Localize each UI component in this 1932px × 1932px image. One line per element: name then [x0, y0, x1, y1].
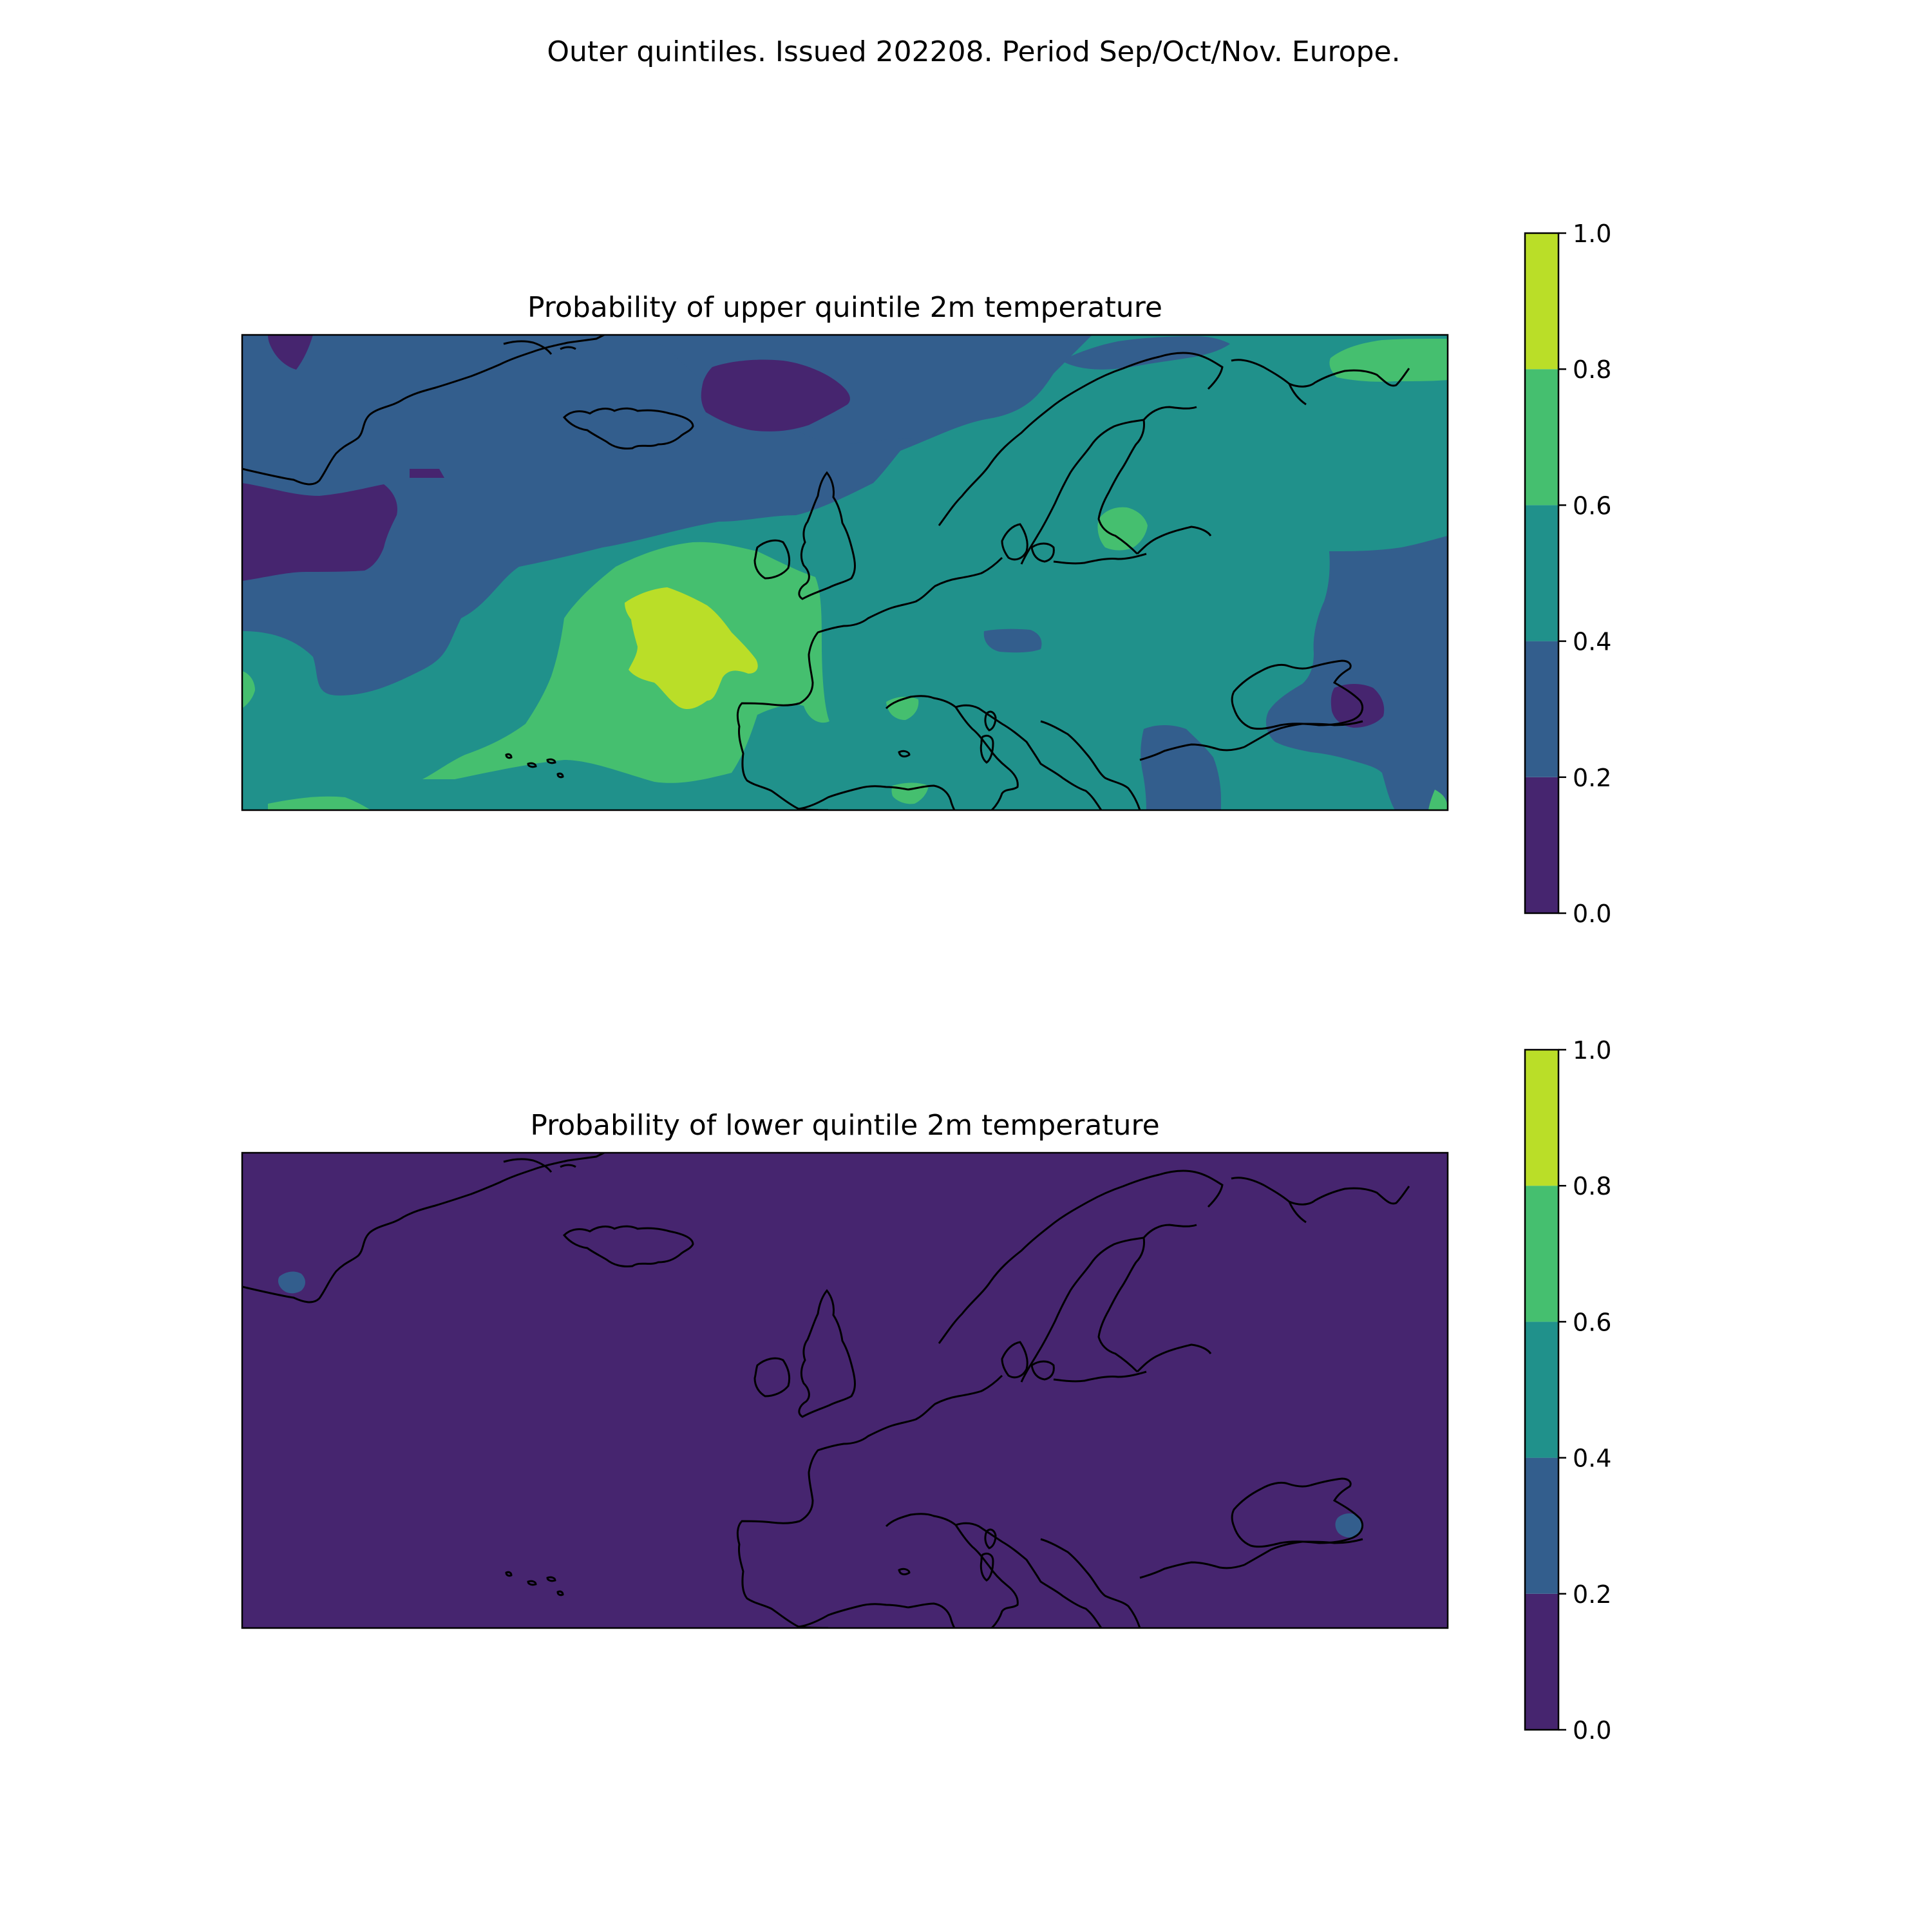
colorbar-upper-band-0 [1525, 777, 1558, 913]
colorbar-lower-band-3 [1525, 1186, 1558, 1321]
colorbar-lower-band-1 [1525, 1458, 1558, 1594]
colorbar-lower-tick-label-0: 0.0 [1573, 1716, 1612, 1745]
colorbar-lower [1525, 1036, 1611, 1745]
colorbar-upper-tick-label-5: 1.0 [1573, 220, 1612, 248]
colorbar-upper-tick-label-1: 0.2 [1573, 763, 1612, 792]
colorbar-upper-tick-label-4: 0.8 [1573, 355, 1612, 384]
colorbar-upper-tick-label-0: 0.0 [1573, 900, 1612, 928]
map-upper-quintile [242, 220, 1611, 928]
figure-suptitle: Outer quintiles. Issued 202208. Period Sep/Oct/Nov. Europe. [547, 35, 1401, 68]
colorbar-upper-band-4 [1525, 233, 1558, 369]
colorbar-upper-tick-label-3: 0.6 [1573, 491, 1612, 520]
map-upper-region-labrador-speck [410, 469, 444, 478]
colorbar-upper-band-3 [1525, 369, 1558, 505]
colorbar-upper-tick-label-2: 0.4 [1573, 627, 1612, 656]
colorbar-lower-tick-label-4: 0.8 [1573, 1172, 1612, 1201]
map-lower-quintile [242, 1036, 1611, 1745]
colorbar-lower-band-0 [1525, 1594, 1558, 1730]
colorbar-lower-tick-label-1: 0.2 [1573, 1580, 1612, 1609]
colorbar-upper [1525, 220, 1611, 928]
colorbar-lower-band-4 [1525, 1050, 1558, 1186]
colorbar-upper-band-1 [1525, 641, 1558, 777]
colorbar-lower-tick-label-2: 0.4 [1573, 1444, 1612, 1473]
colorbar-lower-tick-label-5: 1.0 [1573, 1036, 1612, 1065]
colorbar-lower-tick-label-3: 0.6 [1573, 1308, 1612, 1337]
colorbar-lower-band-2 [1525, 1321, 1558, 1457]
map-lower-title: Probability of lower quintile 2m temperature [530, 1109, 1160, 1142]
map-lower-background-field [242, 1153, 1448, 1628]
colorbar-upper-band-2 [1525, 505, 1558, 641]
map-upper-title: Probability of upper quintile 2m temperature [527, 291, 1162, 324]
